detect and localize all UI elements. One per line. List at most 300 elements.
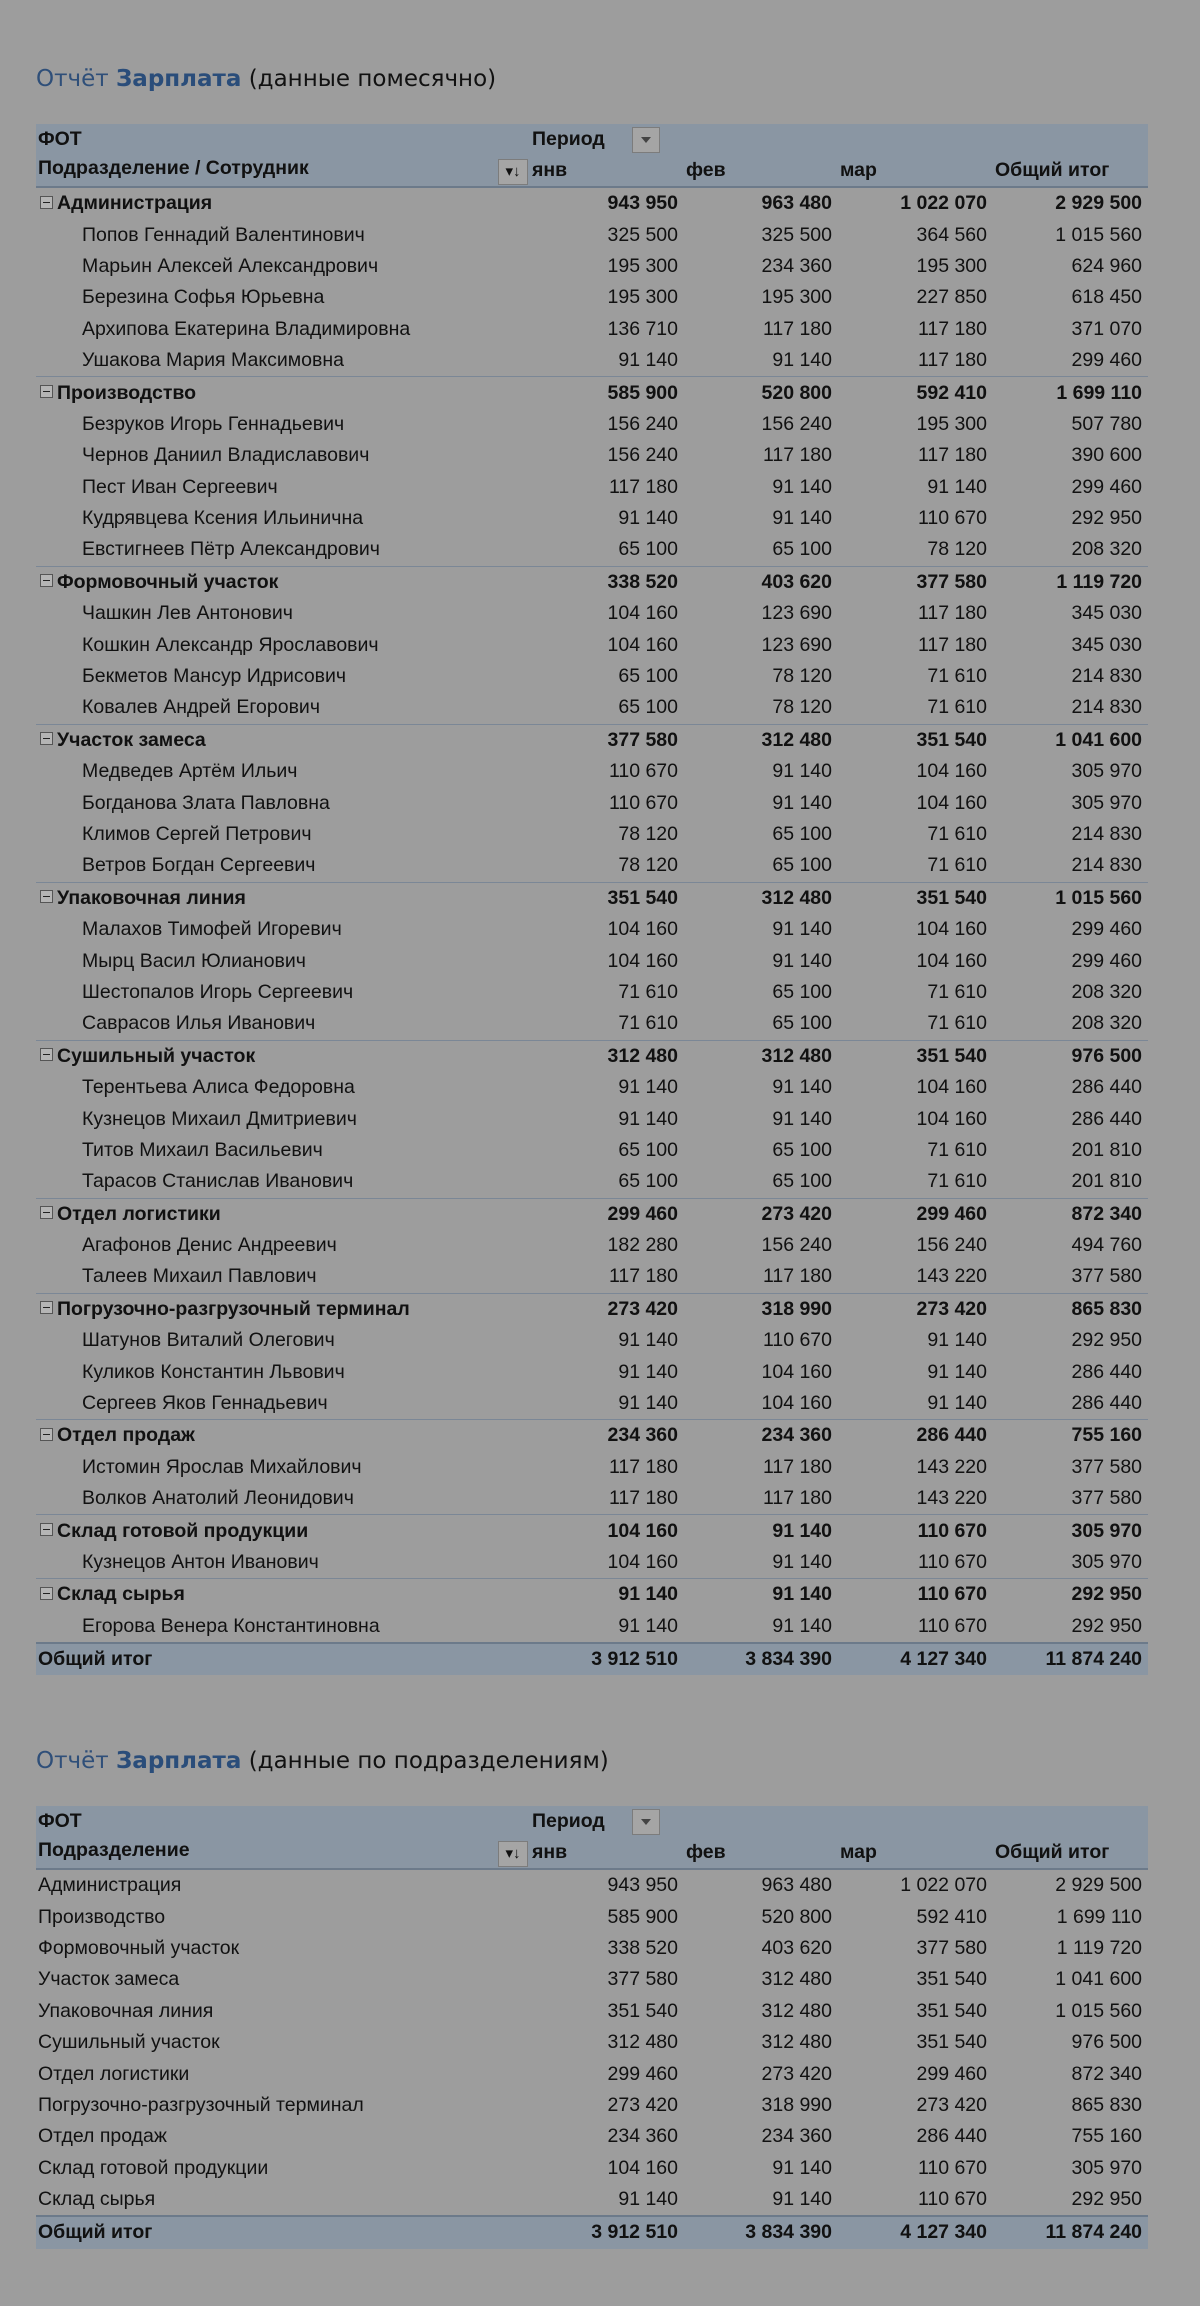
group-value: 2 929 500 [993,187,1148,219]
employee-value: 117 180 [762,1487,832,1510]
group-row [36,187,1148,219]
employee-value: 71 610 [927,823,987,845]
dropdown-filter-icon[interactable] [632,1809,660,1835]
employee-name: Титов Михаил Васильевич [82,1138,323,1161]
collapse-minus-icon[interactable] [40,196,53,209]
employee-value: 195 300 [916,412,987,435]
row-field-cell [36,1837,530,1869]
employee-value: 71 610 [927,1012,987,1035]
employee-value: 104 160 [916,791,987,814]
employee-row [36,1135,1148,1166]
value-field-label: ФОТ [36,124,530,155]
group-value: 351 540 [838,1040,993,1072]
employee-value: 214 830 [1071,823,1143,845]
group-name: Формовочный участок [57,570,279,593]
group-name: Сушильный участок [57,1044,256,1067]
group-value: 312 480 [684,724,838,756]
employee-row [36,819,1148,850]
employee-value: 91 140 [772,1107,832,1130]
group-value: 292 950 [993,1579,1148,1611]
group-value: 1 015 560 [993,882,1148,914]
grand-total-value: 3 912 510 [530,2216,684,2248]
employee-value: 377 580 [1071,1455,1143,1478]
column-header: фев [684,155,838,187]
employee-row [36,472,1148,503]
employee-value: 618 450 [1071,286,1143,309]
group-value: 872 340 [993,1198,1148,1230]
group-value: 110 670 [838,1579,993,1611]
employee-name: Ушакова Мария Максимовна [82,349,344,372]
department-value: 520 800 [761,1905,832,1928]
employee-value: 110 670 [608,791,678,814]
group-row [36,1420,1148,1452]
department-row [36,2058,1148,2089]
employee-name: Пест Иван Сергеевич [82,475,278,498]
group-value: 520 800 [684,377,838,409]
department-row [36,1964,1148,1995]
employee-value: 123 690 [761,633,832,656]
employee-value: 65 100 [772,1138,832,1161]
employee-value: 104 160 [916,949,987,972]
employee-value: 117 180 [917,633,987,656]
pivot-header-row-2 [36,155,1148,187]
employee-value: 91 140 [772,1550,832,1573]
employee-value: 104 160 [607,918,678,941]
group-row [36,724,1148,756]
group-value: 976 500 [993,1040,1148,1072]
employee-value: 104 160 [761,1360,832,1383]
employee-value: 91 140 [618,1614,678,1637]
group-value: 963 480 [684,187,838,219]
employee-name: Терентьева Алиса Федоровна [82,1076,355,1099]
department-value: 312 480 [761,2031,832,2054]
group-row [36,882,1148,914]
employee-value: 136 710 [607,317,678,340]
column-header: Общий итог [993,1837,1148,1869]
employee-row [36,598,1148,629]
employee-value: 299 460 [1071,918,1143,941]
department-value: 312 480 [761,1968,832,1991]
report-title [36,1744,1148,1778]
employee-row [36,850,1148,882]
employee-row [36,629,1148,660]
employee-value: 71 610 [927,854,987,877]
employee-row [36,503,1148,534]
department-value: 592 410 [916,1905,987,1928]
department-value: 1 699 110 [1056,1905,1143,1928]
employee-value: 143 220 [916,1455,987,1478]
employee-value: 117 180 [762,1265,832,1288]
employee-value: 234 360 [761,254,832,277]
employee-value: 71 610 [618,1012,678,1035]
employee-value: 292 950 [1071,507,1143,530]
column-header: янв [530,155,684,187]
department-value: 1 041 600 [1055,1968,1143,1991]
report-title [36,62,1148,96]
group-name: Склад сырья [57,1583,185,1606]
sort-icon[interactable]: ▾↓ [498,1841,528,1867]
department-value: 110 670 [917,2188,987,2211]
department-value: 292 950 [1071,2188,1143,2211]
employee-value: 91 140 [772,949,832,972]
employee-value: 65 100 [772,538,832,561]
employee-value: 117 180 [917,444,987,467]
employee-row [36,314,1148,345]
employee-name: Агафонов Денис Андреевич [82,1234,337,1257]
group-value: 273 420 [838,1293,993,1325]
employee-value: 156 240 [761,412,832,435]
employee-value: 91 140 [927,1392,987,1415]
group-value: 338 520 [530,566,684,598]
department-row [36,2184,1148,2216]
employee-value: 104 160 [916,1076,987,1099]
department-value: 1 022 070 [900,1874,987,1897]
employee-name: Бекметов Мансур Идрисович [82,665,347,688]
employee-value: 286 440 [1071,1107,1143,1130]
employee-row [36,534,1148,566]
employee-value: 117 180 [608,475,678,498]
department-value: 318 990 [761,2093,832,2116]
group-row [36,1579,1148,1611]
group-row [36,1293,1148,1325]
employee-value: 208 320 [1071,980,1143,1003]
employee-row [36,219,1148,250]
employee-value: 195 300 [916,254,987,277]
employee-row [36,945,1148,976]
employee-value: 65 100 [618,538,678,561]
employee-row [36,1388,1148,1420]
employee-value: 91 140 [618,1360,678,1383]
employee-value: 377 580 [1071,1265,1143,1288]
employee-value: 91 140 [927,1360,987,1383]
department-value: 273 420 [916,2093,987,2116]
employee-value: 91 140 [772,760,832,783]
group-value: 377 580 [530,724,684,756]
group-value: 377 580 [838,566,993,598]
department-value: 91 140 [772,2188,832,2211]
group-value: 91 140 [530,1579,684,1611]
grand-total-value: 11 874 240 [993,2216,1148,2248]
pivot-header-row-2 [36,1837,1148,1869]
employee-value: 78 120 [927,538,987,561]
employee-value: 286 440 [1071,1392,1143,1415]
department-value: 351 540 [916,1999,987,2022]
group-value: 312 480 [684,1040,838,1072]
employee-row [36,661,1148,692]
employee-value: 91 140 [618,1392,678,1415]
employee-value: 286 440 [1071,1076,1143,1099]
employee-value: 110 670 [762,1329,832,1352]
department-value: 312 480 [761,1999,832,2022]
employee-row [36,1008,1148,1040]
employee-value: 65 100 [772,854,832,877]
group-name: Производство [57,381,197,404]
group-name: Склад готовой продукции [57,1519,309,1542]
department-name: Склад готовой продукции [38,2156,269,2179]
employee-value: 214 830 [1071,854,1143,877]
department-value: 110 670 [917,2156,987,2179]
employee-value: 91 140 [618,1076,678,1099]
group-name: Отдел логистики [57,1202,221,1225]
department-value: 351 540 [607,1999,678,2022]
employee-value: 195 300 [607,286,678,309]
group-value: 299 460 [838,1198,993,1230]
group-value: 318 990 [684,1293,838,1325]
employee-row [36,1452,1148,1483]
employee-value: 117 180 [608,1487,678,1510]
employee-value: 110 670 [608,760,678,783]
employee-name: Попов Геннадий Валентинович [82,223,365,246]
row-field-label: Подразделение / Сотрудник [38,156,309,179]
report-departments [36,1744,1148,2249]
group-value: 1 022 070 [838,187,993,219]
employee-value: 507 780 [1071,412,1143,435]
employee-value: 65 100 [772,823,832,845]
employee-name: Истомин Ярослав Михайлович [82,1455,362,1478]
employee-name: Кошкин Александр Ярославович [82,633,379,656]
department-name: Отдел продаж [38,2125,167,2148]
employee-row [36,251,1148,282]
employee-value: 117 180 [917,349,987,372]
grand-total-value: 3 912 510 [530,1643,684,1675]
employee-value: 208 320 [1071,1012,1143,1035]
department-row [36,2153,1148,2184]
group-name-cell [36,1198,530,1230]
employee-row [36,1166,1148,1198]
department-row [36,2090,1148,2121]
collapse-minus-icon[interactable] [40,1523,53,1536]
group-value: 585 900 [530,377,684,409]
group-value: 234 360 [530,1420,684,1452]
column-field-cell [530,124,1148,155]
column-field-label: Период [532,127,605,150]
employee-value: 325 500 [607,223,678,246]
employee-value: 71 610 [927,696,987,719]
employee-value: 117 180 [608,1265,678,1288]
department-value: 755 160 [1071,2125,1143,2148]
employee-value: 156 240 [916,1234,987,1257]
department-value: 91 140 [772,2156,832,2179]
department-value: 377 580 [916,1936,987,1959]
group-row [36,1198,1148,1230]
collapse-minus-icon[interactable] [40,1587,53,1600]
employee-value: 345 030 [1071,602,1143,625]
employee-value: 65 100 [772,1170,832,1193]
column-header: фев [684,1837,838,1869]
employee-value: 91 140 [772,791,832,814]
employee-value: 182 280 [607,1234,678,1257]
employee-value: 364 560 [916,223,987,246]
department-row [36,2027,1148,2058]
group-name-cell [36,377,530,409]
department-name: Участок замеса [38,1968,180,1991]
employee-name: Чернов Даниил Владиславович [82,444,370,467]
employee-name: Саврасов Илья Иванович [82,1012,316,1035]
employee-value: 78 120 [772,665,832,688]
employee-row [36,1547,1148,1579]
employee-name: Кузнецов Антон Иванович [82,1550,319,1573]
employee-name: Архипова Екатерина Владимировна [82,317,411,340]
grand-total-value: 3 834 390 [684,2216,838,2248]
department-value: 585 900 [607,1905,678,1928]
department-value: 305 970 [1071,2156,1143,2179]
group-value: 91 140 [684,1579,838,1611]
employee-value: 143 220 [916,1487,987,1510]
department-value: 377 580 [607,1968,678,1991]
group-row [36,377,1148,409]
collapse-minus-icon[interactable] [40,1206,53,1219]
group-row [36,1515,1148,1547]
employee-row [36,1261,1148,1293]
employee-value: 390 600 [1071,444,1143,467]
department-value: 865 830 [1071,2093,1143,2116]
collapse-minus-icon[interactable] [40,574,53,587]
employee-row [36,345,1148,377]
group-name: Упаковочная линия [57,886,246,909]
group-value: 351 540 [838,882,993,914]
collapse-minus-icon[interactable] [40,385,53,398]
employee-value: 78 120 [772,696,832,719]
department-value: 963 480 [761,1874,832,1897]
department-row [36,2121,1148,2152]
group-value: 312 480 [530,1040,684,1072]
department-value: 104 160 [607,2156,678,2179]
employee-value: 104 160 [607,1550,678,1573]
department-value: 312 480 [607,2031,678,2054]
employee-value: 65 100 [618,1138,678,1161]
employee-name: Кузнецов Михаил Дмитриевич [82,1107,357,1130]
employee-value: 292 950 [1071,1614,1143,1637]
employee-name: Малахов Тимофей Игоревич [82,918,342,941]
employee-value: 117 180 [917,317,987,340]
collapse-minus-icon[interactable] [40,1428,53,1441]
employee-value: 201 810 [1071,1138,1143,1161]
employee-value: 71 610 [927,1138,987,1161]
group-name: Администрация [57,192,213,215]
grand-total-value: 4 127 340 [838,1643,993,1675]
employee-value: 91 140 [772,1614,832,1637]
employee-name: Егорова Венера Константиновна [82,1614,380,1637]
department-name: Отдел логистики [38,2062,190,2085]
group-value: 403 620 [684,566,838,598]
employee-name: Евстигнеев Пётр Александрович [82,538,380,561]
employee-name: Ковалев Андрей Егорович [82,696,320,719]
employee-name: Медведев Артём Ильич [82,760,298,783]
employee-name: Кудрявцева Ксения Ильинична [82,507,364,530]
employee-value: 91 140 [927,475,987,498]
department-value: 943 950 [607,1874,678,1897]
department-name: Администрация [38,1874,182,1897]
department-value: 2 929 500 [1055,1874,1143,1897]
group-value: 273 420 [684,1198,838,1230]
employee-value: 371 070 [1071,317,1143,340]
employee-value: 117 180 [762,317,832,340]
collapse-minus-icon[interactable] [40,1301,53,1314]
group-name-cell [36,1515,530,1547]
employee-name: Шатунов Виталий Олегович [82,1329,335,1352]
title-bold: Зарплата [115,66,242,92]
employee-value: 299 460 [1071,349,1143,372]
employee-value: 65 100 [772,980,832,1003]
employee-name: Тарасов Станислав Иванович [82,1170,354,1193]
employee-row [36,977,1148,1008]
column-header: мар [838,155,993,187]
department-row [36,1996,1148,2027]
group-value: 299 460 [530,1198,684,1230]
group-name-cell [36,724,530,756]
group-name-cell [36,1293,530,1325]
employee-value: 104 160 [916,760,987,783]
group-value: 110 670 [838,1515,993,1547]
group-value: 592 410 [838,377,993,409]
employee-value: 91 140 [772,507,832,530]
employee-row [36,1325,1148,1356]
employee-value: 494 760 [1071,1234,1143,1257]
employee-value: 195 300 [607,254,678,277]
collapse-minus-icon[interactable] [40,732,53,745]
department-value: 872 340 [1071,2062,1143,2085]
grand-total-value: 11 874 240 [993,1643,1148,1675]
group-value: 351 540 [530,882,684,914]
employee-value: 345 030 [1071,633,1143,656]
collapse-minus-icon[interactable] [40,890,53,903]
employee-value: 117 180 [762,1455,832,1478]
collapse-minus-icon[interactable] [40,1048,53,1061]
employee-name: Климов Сергей Петрович [82,823,312,845]
employee-value: 377 580 [1071,1487,1143,1510]
department-value: 351 540 [916,1968,987,1991]
department-value: 299 460 [607,2062,678,2085]
employee-value: 65 100 [618,665,678,688]
title-suffix: (данные помесячно) [248,66,497,92]
employee-name: Талеев Михаил Павлович [82,1265,317,1288]
employee-value: 91 140 [772,1076,832,1099]
sort-icon[interactable]: ▾↓ [498,159,528,185]
employee-value: 104 160 [761,1392,832,1415]
employee-row [36,1103,1148,1134]
group-value: 273 420 [530,1293,684,1325]
employee-value: 117 180 [762,444,832,467]
employee-value: 286 440 [1071,1360,1143,1383]
dropdown-filter-icon[interactable] [632,127,660,153]
employee-value: 117 180 [917,602,987,625]
employee-value: 91 140 [772,918,832,941]
grand-total-label: Общий итог [36,2216,530,2248]
employee-value: 71 610 [927,1170,987,1193]
row-field-label: Подразделение [38,1838,190,1861]
employee-name: Богданова Злата Павловна [82,791,330,814]
employee-value: 214 830 [1071,665,1143,688]
employee-row [36,1483,1148,1515]
employee-value: 305 970 [1071,1550,1143,1573]
department-value: 234 360 [607,2125,678,2148]
title-suffix: (данные по подразделениям) [248,1748,609,1774]
group-value: 1 119 720 [993,566,1148,598]
group-value: 351 540 [838,724,993,756]
employee-value: 624 960 [1071,254,1143,277]
group-name-cell [36,187,530,219]
employee-value: 91 140 [618,349,678,372]
department-value: 286 440 [916,2125,987,2148]
pivot-table-monthly [36,124,1148,1675]
department-name: Погрузочно-разгрузочный терминал [38,2093,364,2116]
employee-value: 214 830 [1071,696,1143,719]
employee-name: Безруков Игорь Геннадьевич [82,412,345,435]
title-prefix: Отчёт [36,66,109,92]
group-name-cell [36,1040,530,1072]
group-name-cell [36,1420,530,1452]
employee-value: 156 240 [761,1234,832,1257]
